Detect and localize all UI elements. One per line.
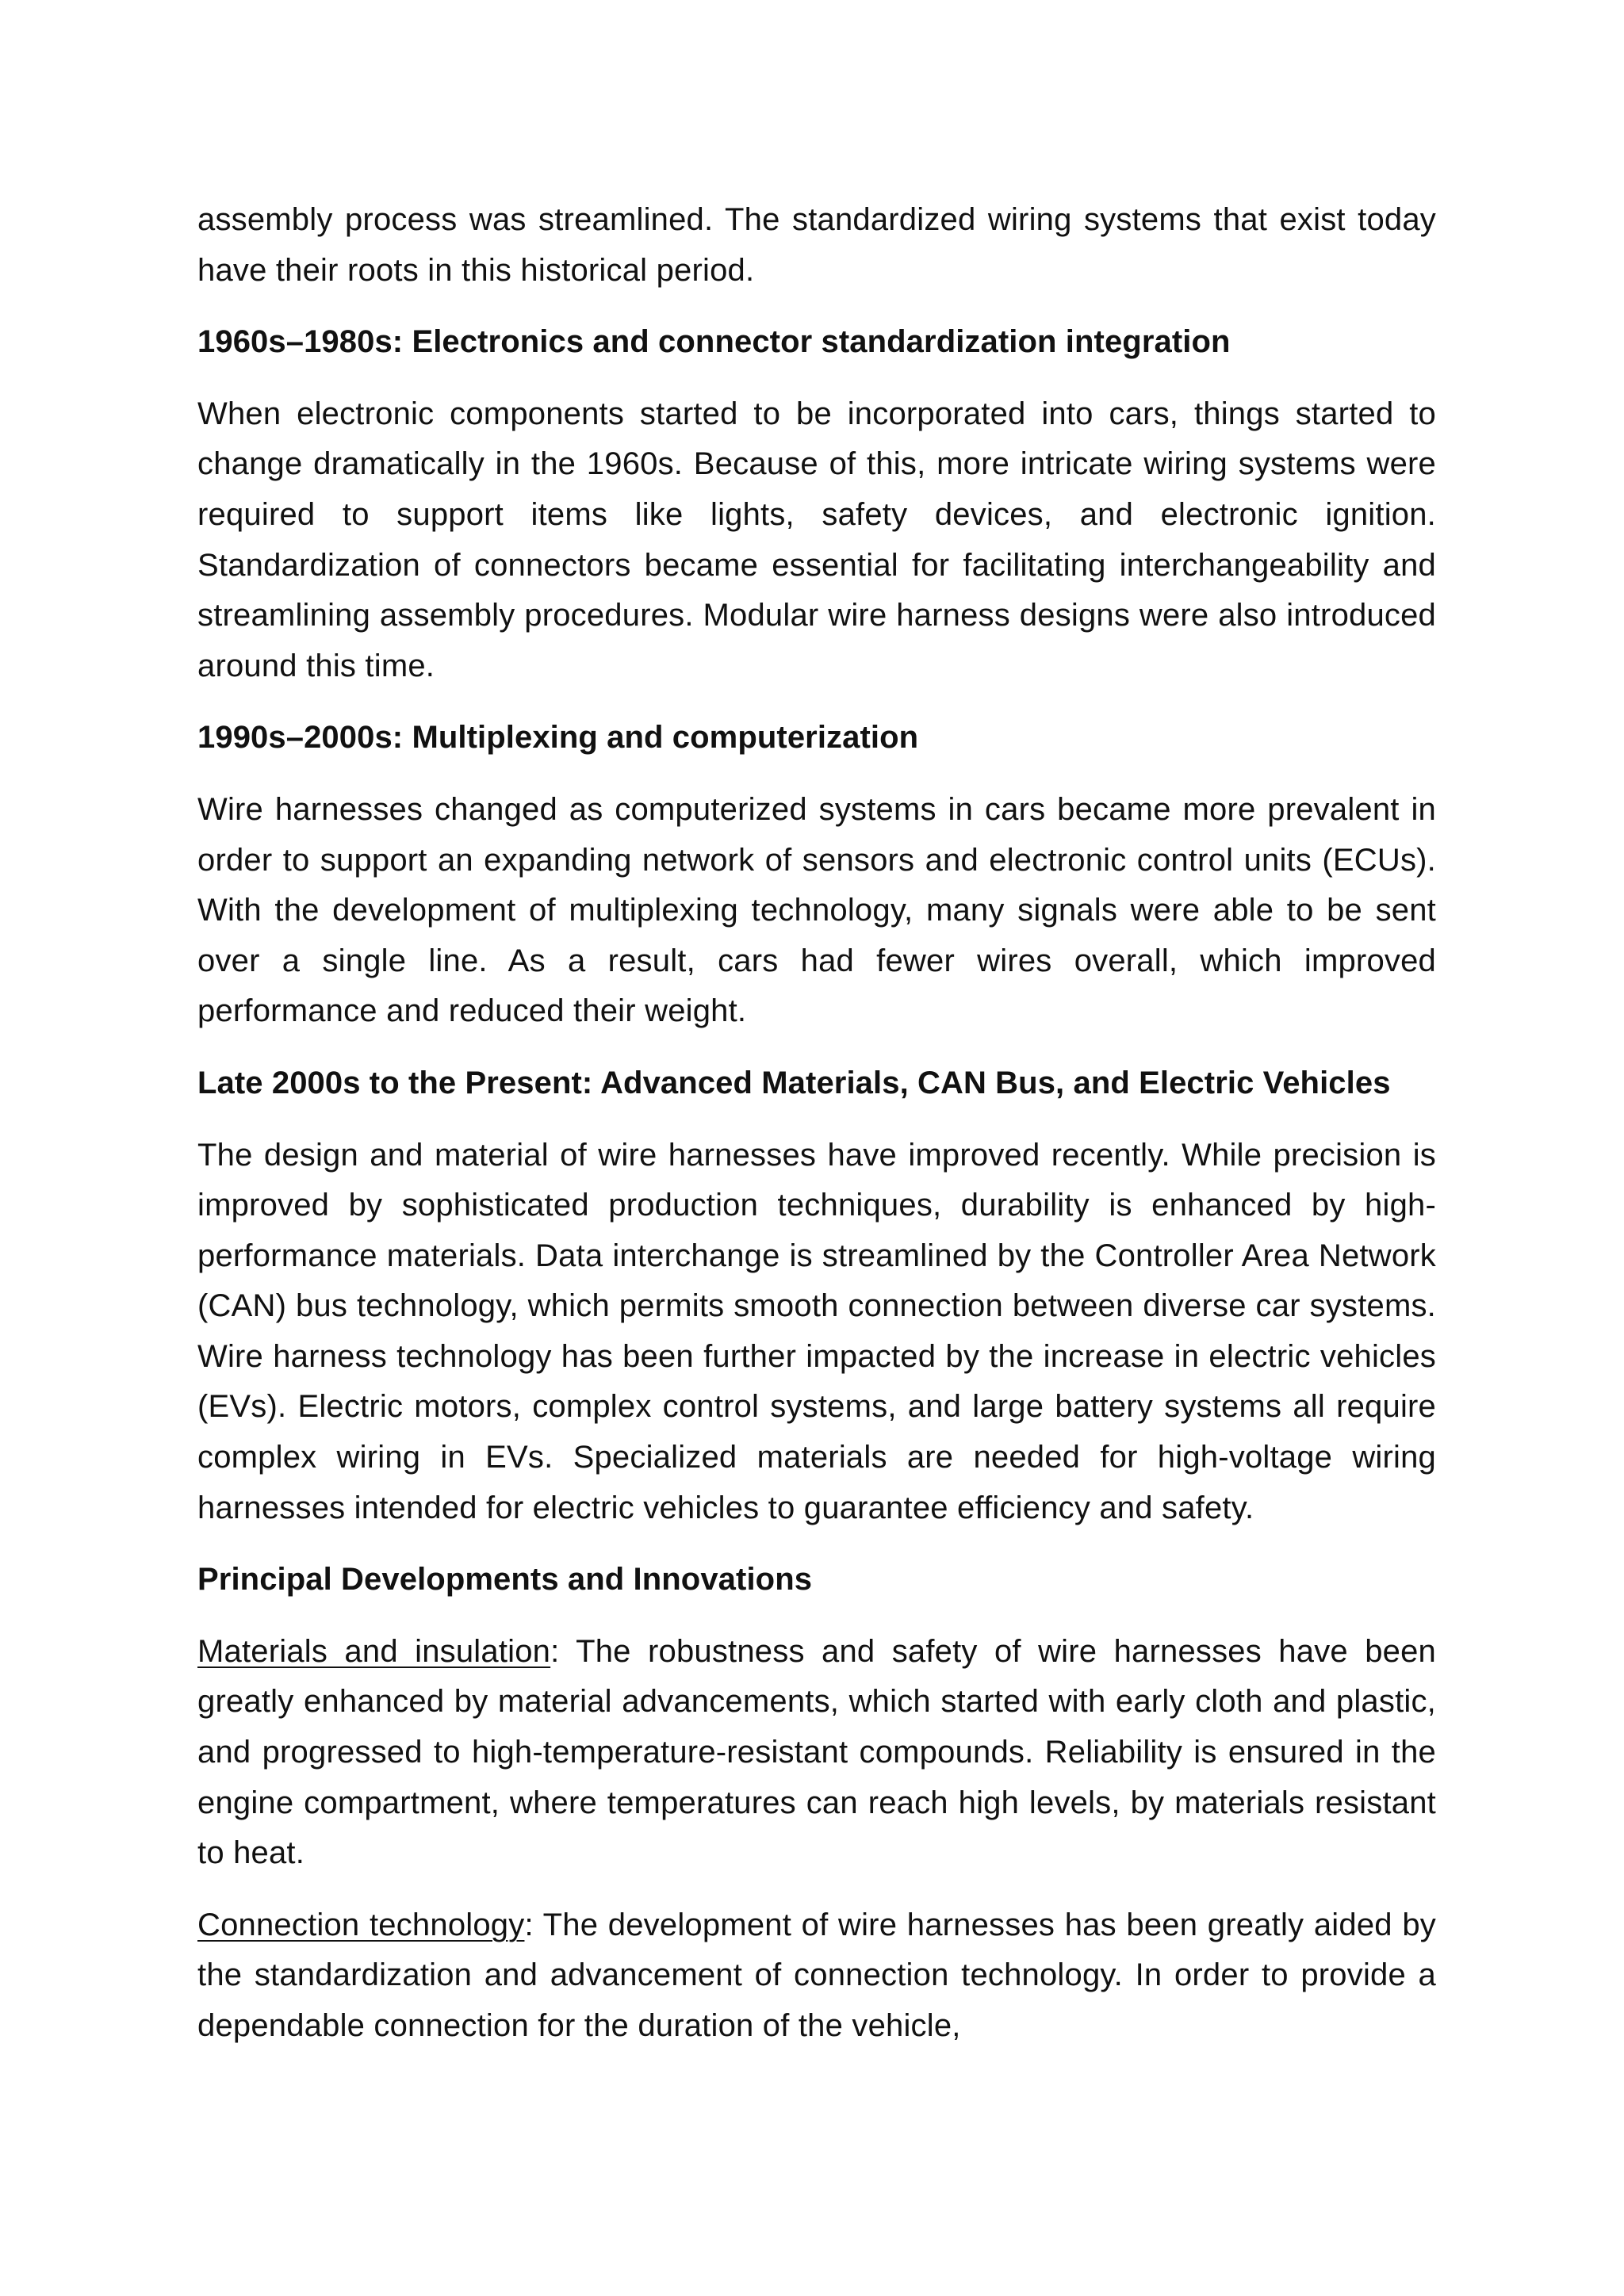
heading-1960s-1980s: 1960s–1980s: Electronics and connector standardization integration — [197, 324, 1231, 360]
paragraph-multiplexing: Wire harnesses changed as computerized systems in cars became more prevalent in order to support an expanding network of sensors and electronic control units (ECUs). With the development of multiplexing technology, many signals were able to be sent over a single line. As a result, cars had fewer wires overall, which improved performance and reduced their weight. — [197, 791, 1436, 1029]
term-connection-technology: Connection technology — [197, 1907, 525, 1942]
paragraph-connection-technology-text: : The development of wire harnesses has been greatly aided by the standardization and advancement of connection technology. In order to provide a dependable connection for the duration of the vehicle, — [197, 1907, 1436, 2043]
heading-principal-developments: Principal Developments and Innovations — [197, 1562, 813, 1598]
term-materials-insulation: Materials and insulation — [197, 1633, 551, 1669]
paragraph-assembly-history: assembly process was streamlined. The standardized wiring systems that exist today have their roots in this historical period. — [197, 202, 1436, 288]
heading-1990s-2000s: 1990s–2000s: Multiplexing and computerization — [197, 720, 919, 756]
paragraph-electronics-connectors: When electronic components started to be incorporated into cars, things started to change dramatically in the 1960s. Because of this, more intricate wiring systems were required to support items like lights, safety devices, and electronic ignition. Standardization of connectors became essential for facilitating interchangeability and streamlining assembly procedures. Modular wire harness designs were also introduced around this time. — [197, 396, 1436, 683]
paragraph-connection-technology — [197, 1900, 1436, 2052]
paragraph-materials-insulation — [197, 1627, 1436, 1879]
paragraph-advanced-materials: The design and material of wire harnesses have improved recently. While precision is improved by sophisticated production techniques, durability is enhanced by high-performance materials. Data interchange is streamlined by the Controller Area Network (CAN) bus technology, which permits smooth connection between diverse car systems. Wire harness technology has been further impacted by the increase in electric vehicles (EVs). Electric motors, complex control systems, and large battery systems all require complex wiring in EVs. Specialized materials are needed for high-voltage wiring harnesses intended for electric vehicles to guarantee efficiency and safety. — [197, 1137, 1436, 1525]
paragraph-materials-insulation-text: : The robustness and safety of wire harnesses have been greatly enhanced by material advancements, which started with early cloth and plastic, and progressed to high-temperature-resistant compounds. Reliability is ensured in the engine compartment, where temperatures can reach high levels, by materials resistant to heat. — [197, 1633, 1436, 1871]
document-page — [197, 195, 1436, 2073]
heading-late-2000s-present: Late 2000s to the Present: Advanced Materials, CAN Bus, and Electric Vehicles — [197, 1065, 1391, 1100]
